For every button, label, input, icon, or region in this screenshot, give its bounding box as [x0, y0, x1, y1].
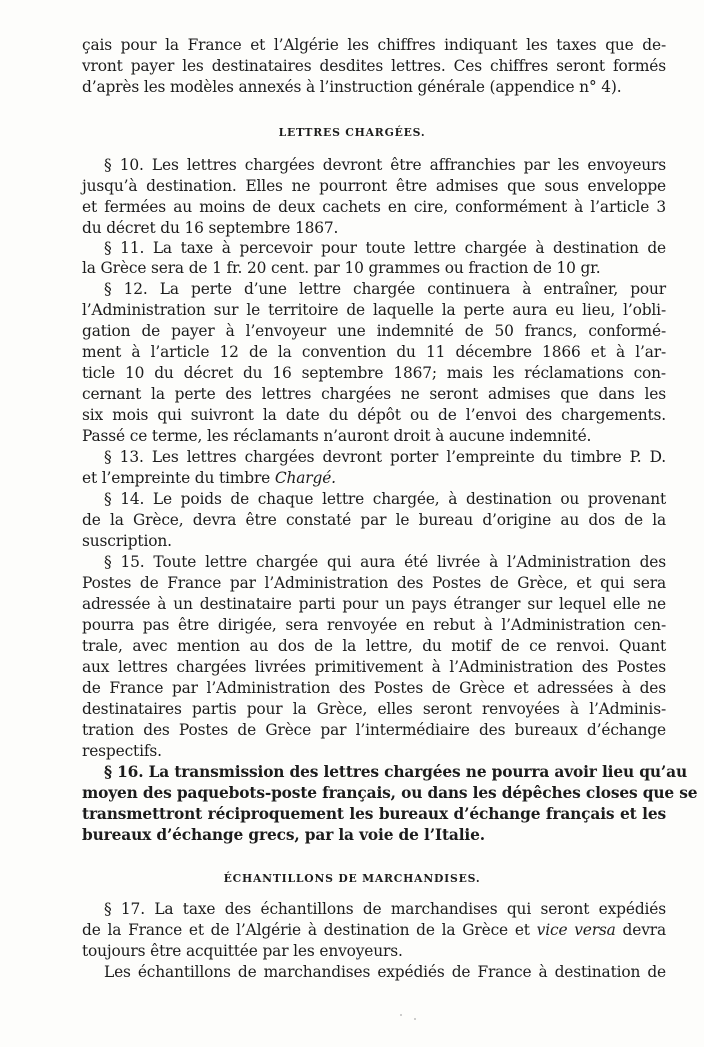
text-line: d’après les modèles annexés à l’instruction générale (appendice n° 4).: [82, 78, 622, 96]
text-line: pourra pas être dirigée, sera renvoyée en rebut à l’Administration cen-: [82, 616, 666, 634]
text-line: gation de payer à l’envoyeur une indemnité de 50 francs, conformé-: [82, 322, 666, 340]
text-line: vront payer les destinataires desdites lettres. Ces chiffres seront formés: [82, 57, 666, 75]
text-line: de France par l’Administration des Postes de Grèce et adressées à des: [82, 679, 666, 697]
text-line: Passé ce terme, les réclamants n’auront droit à aucune indemnité.: [82, 427, 592, 445]
text-line: l’Administration sur le territoire de laquelle la perte aura eu lieu, l’obli-: [82, 301, 666, 319]
italic-text: vice versa: [536, 921, 616, 939]
text-line: du décret du 16 septembre 1867.: [82, 219, 339, 237]
text-line: respectifs.: [82, 742, 162, 760]
text-line: § 16. La transmission des lettres chargées ne pourra avoir lieu qu’au: [104, 763, 687, 781]
text-line: ment à l’article 12 de la convention du 11 décembre 1866 et à l’ar-: [82, 343, 666, 361]
italic-text: Chargé.: [274, 469, 336, 487]
text-line: trale, avec mention au dos de la lettre, du motif de ce renvoi. Quant: [82, 637, 666, 655]
text-line: § 13. Les lettres chargées devront porter l’empreinte du timbre P. D.: [104, 448, 666, 466]
text-line: suscription.: [82, 532, 172, 550]
text-line: Postes de France par l’Administration des Postes de Grèce, et qui sera: [82, 574, 666, 592]
text-line: et fermées au moins de deux cachets en cire, conformément à l’article 3: [82, 198, 666, 216]
text-line: de la Grèce, devra être constaté par le bureau d’origine au dos de la: [82, 511, 666, 529]
text-segment: et l’empreinte du timbre: [82, 469, 271, 487]
text-line: bureaux d’échange grecs, par la voie de l’Italie.: [82, 826, 485, 844]
text-line: § 11. La taxe à percevoir pour toute lettre chargée à destination de: [104, 239, 666, 257]
text-line: transmettront réciproquement les bureaux d’échange français et les: [82, 805, 666, 823]
section-heading-echantillons: ÉCHANTILLONS DE MARCHANDISES.: [223, 872, 481, 885]
text-line: aux lettres chargées livrées primitivement à l’Administration des Postes: [82, 658, 666, 676]
paper-speck: [400, 1014, 402, 1016]
text-segment: de la France et de l’Algérie à destination de la Grèce et: [82, 921, 530, 939]
text-line: six mois qui suivront la date du dépôt ou de l’envoi des chargements.: [82, 406, 666, 424]
section-heading-lettres-chargees: LETTRES CHARGÉES.: [278, 126, 426, 139]
text-line: cernant la perte des lettres chargées ne seront admises que dans les: [82, 385, 666, 403]
text-line: jusqu’à destination. Elles ne pourront être admises que sous enveloppe: [82, 177, 666, 195]
text-line: la Grèce sera de 1 fr. 20 cent. par 10 grammes ou fraction de 10 gr.: [82, 259, 601, 277]
text-segment: devra: [622, 921, 666, 939]
text-line: § 14. Le poids de chaque lettre chargée, à destination ou provenant: [104, 490, 666, 508]
text-line: adressée à un destinataire parti pour un pays étranger sur lequel elle ne: [82, 595, 666, 613]
text-line: Les échantillons de marchandises expédiés de France à destination de: [104, 963, 666, 981]
text-line: tration des Postes de Grèce par l’intermédiaire des bureaux d’échange: [82, 721, 666, 739]
text-line: § 17. La taxe des échantillons de marchandises qui seront expédiés: [104, 900, 666, 918]
text-line: destinataires partis pour la Grèce, elles seront renvoyées à l’Adminis-: [82, 700, 666, 718]
text-line: § 10. Les lettres chargées devront être affranchies par les envoyeurs: [104, 156, 666, 174]
text-line: [82, 468, 666, 488]
text-line: moyen des paquebots-poste français, ou dans les dépêches closes que se: [82, 784, 698, 802]
text-line: § 12. La perte d’une lettre chargée continuera à entraîner, pour: [104, 280, 666, 298]
text-line: toujours être acquittée par les envoyeurs.: [82, 942, 403, 960]
text-line: ticle 10 du décret du 16 septembre 1867; mais les réclamations con-: [82, 364, 666, 382]
text-line: [82, 920, 666, 940]
text-line: çais pour la France et l’Algérie les chiffres indiquant les taxes que de-: [82, 36, 666, 54]
text-line: § 15. Toute lettre chargée qui aura été livrée à l’Administration des: [104, 553, 666, 571]
paper-speck: [414, 1018, 416, 1020]
